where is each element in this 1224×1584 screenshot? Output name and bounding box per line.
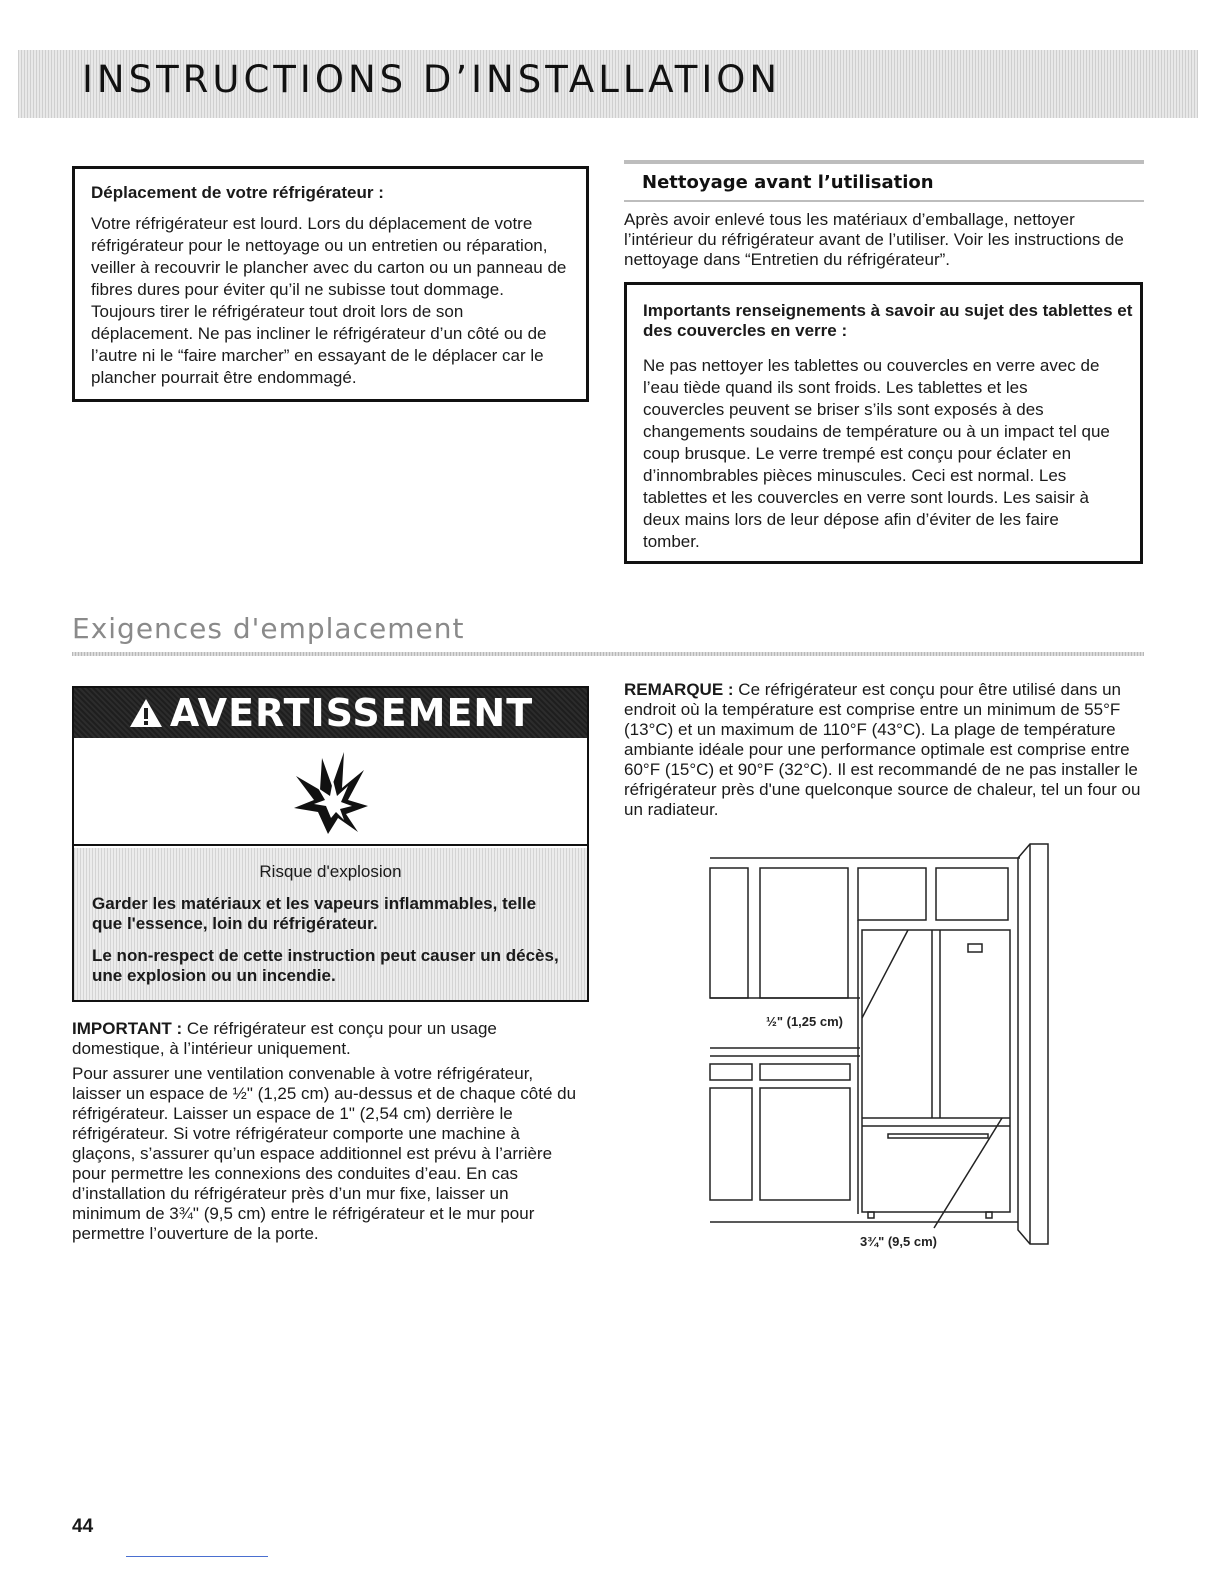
- header-banner: [18, 50, 1198, 118]
- cleaning-subhead: [624, 160, 1144, 202]
- cleaning-heading: Nettoyage avant l’utilisation: [642, 172, 934, 193]
- important-label: IMPORTANT :: [72, 1019, 183, 1038]
- location-section-title: Exigences d'emplacement: [72, 612, 465, 645]
- warning-instruction: Garder les matériaux et les vapeurs inflammables, telle que l'essence, loin du réfrigérateur.: [92, 894, 537, 933]
- warning-triangle-icon: [128, 691, 164, 741]
- glass-notice-box: [624, 282, 1143, 564]
- warning-icon-area: [74, 738, 587, 846]
- clearance-label-top: ½" (1,25 cm): [766, 1014, 843, 1029]
- remarque-paragraph: [624, 680, 1144, 820]
- warning-consequence: Le non-respect de cette instruction peut causer un décès, une explosion ou un incendie.: [92, 946, 559, 985]
- warning-title: AVERTISSEMENT: [169, 691, 534, 735]
- important-paragraph: [72, 1019, 582, 1059]
- footer-rule: [126, 1556, 268, 1557]
- clearance-label-bottom: 3¾" (9,5 cm): [860, 1234, 937, 1249]
- glass-heading: Importants renseignements à savoir au sujet des tablettes et des couvercles en verre :: [643, 301, 1133, 340]
- warning-text-area: [74, 848, 587, 1000]
- moving-body: Votre réfrigérateur est lourd. Lors du déplacement de votre réfrigérateur pour le nettoyage ou un entretien ou réparation, veiller à recouvrir le plancher avec du carton ou un panneau de fibres dures pour éviter qu’il ne subisse tout dommage. Toujours tirer le réfrigérateur tout droit lors de son déplacement. Ne pas incliner le réfrigérateur d’un côté ou de l’autre ni le “faire marcher” en essayant de le déplacer car le plancher pourrait être endommagé.: [91, 214, 567, 387]
- glass-body: Ne pas nettoyer les tablettes ou couvercles en verre avec de l’eau tiède quand ils sont froids. Les tablettes et les couvercles peuvent se briser s’ils sont exposés à des changements soudains de température ou à un impact tel que coup brusque. Le verre trempé est conçu pour éclater en d’innombrables pièces minuscules. Ceci est normal. Les tablettes et les couvercles en verre sont lourds. Les saisir à deux mains lors de leur dépose afin d’éviter de les faire tomber.: [643, 356, 1110, 551]
- remarque-text: Ce réfrigérateur est conçu pour être utilisé dans un endroit où la température est comprise entre un minimum de 55°F (13°C) et un maximum de 110°F (43°C). La plage de température ambiante idéale pour une performance optimale est comprise entre 60°F (15°C) et 90°F (32°C). Il est recommandé de ne pas installer le réfrigérateur près d'une quelconque source de chaleur, tel un four ou un radiateur.: [624, 680, 1141, 819]
- ventilation-paragraph: Pour assurer une ventilation convenable à votre réfrigérateur, laisser un espace de ½" (1,25 cm) au-dessus et de chaque côté du réfrigérateur. Laisser un espace de 1" (2,54 cm) derrière le réfrigérateur. Si votre réfrigérateur comporte une machine à glaçons, s’assurer qu’un espace additionnel est prévu à l’arrière pour permettre les connexions des conduites d’eau. En cas d’installation du réfrigérateur près d’un mur fixe, laisser un minimum de 3¾" (9,5 cm) entre le réfrigérateur et le mur pour permettre l’ouverture de la porte.: [72, 1064, 577, 1243]
- page-number: 44: [72, 1516, 94, 1537]
- cleaning-body: Après avoir enlevé tous les matériaux d’emballage, nettoyer l’intérieur du réfrigérateur avant de l’utiliser. Voir les instructions de nettoyage dans “Entretien du réfrigérateur”.: [624, 210, 1124, 269]
- moving-heading: Déplacement de votre réfrigérateur :: [91, 183, 384, 202]
- explosion-icon: [286, 746, 376, 836]
- warning-box: [72, 686, 589, 1002]
- remarque-label: REMARQUE :: [624, 680, 734, 699]
- clearance-diagram: [700, 834, 1060, 1264]
- page-title: INSTRUCTIONS D’INSTALLATION: [82, 58, 782, 101]
- warning-header: [74, 688, 587, 738]
- warning-hazard: Risque d'explosion: [259, 862, 402, 881]
- important-text: Ce réfrigérateur est conçu pour un usage domestique, à l’intérieur uniquement.: [72, 1019, 497, 1058]
- moving-notice-box: [72, 166, 589, 402]
- section-divider: [72, 652, 1144, 656]
